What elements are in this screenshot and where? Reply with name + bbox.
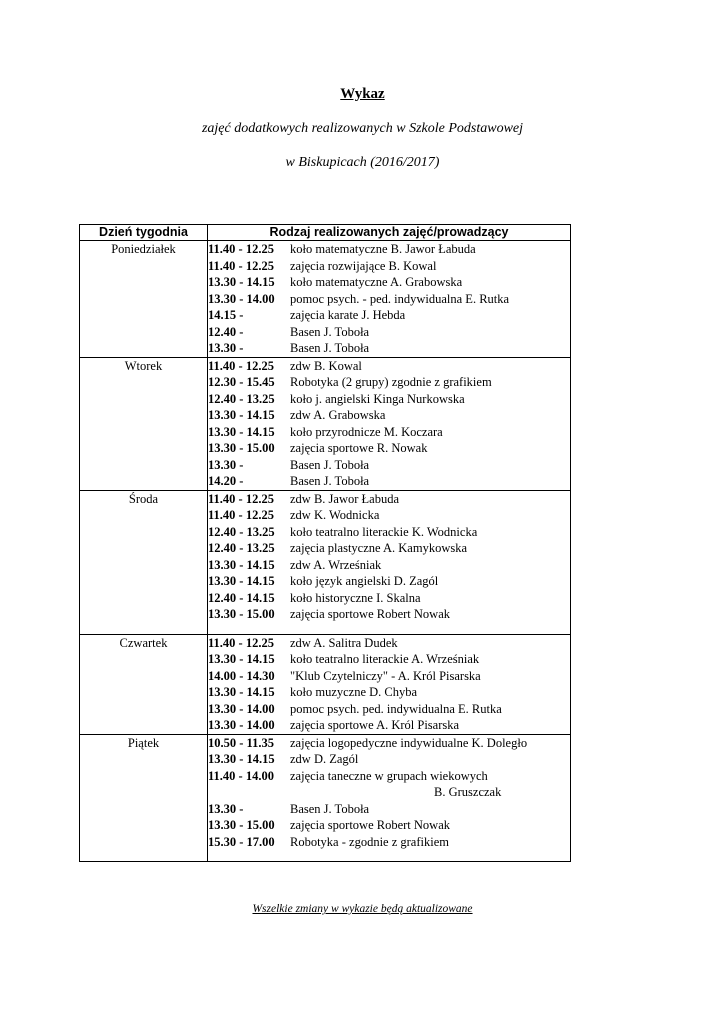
activity-item xyxy=(208,324,570,341)
activity-description: zajęcia sportowe A. Król Pisarska xyxy=(290,718,460,732)
activity-description: zdw K. Wodnicka xyxy=(290,508,380,522)
activity-description: zajęcia sportowe Robert Nowak xyxy=(290,818,451,832)
activity-item xyxy=(208,507,570,524)
activity-item xyxy=(208,407,570,424)
activity-item xyxy=(208,307,570,324)
activity-description: zdw A. Salitra Dudek xyxy=(290,635,398,650)
activity-description: zajęcia taneczne w grupach wiekowych xyxy=(290,768,488,783)
activity-description: Basen J. Toboła xyxy=(290,457,370,472)
activity-description: Basen J. Toboła xyxy=(290,341,370,355)
table-header-row xyxy=(80,225,571,241)
activity-item xyxy=(208,540,570,557)
activity-item xyxy=(208,258,570,275)
day-cell: Piątek xyxy=(80,734,208,862)
activity-time: 13.30 - 14.15 xyxy=(208,557,275,572)
activity-description: zdw D. Zagól xyxy=(290,752,359,766)
activity-time: 12.40 - 14.15 xyxy=(208,590,275,605)
activity-description: koło teatralno literackie A. Wrześniak xyxy=(290,652,480,666)
activities-cell xyxy=(208,241,571,358)
activity-description: zajęcia rozwijające B. Kowal xyxy=(290,258,437,273)
activities-cell xyxy=(208,357,571,490)
activity-description: zdw B. Jawor Łabuda xyxy=(290,491,399,506)
header-activities: Rodzaj realizowanych zajęć/prowadzący xyxy=(208,225,571,241)
activity-description: Robotyka (2 grupy) zgodnie z grafikiem xyxy=(290,375,492,389)
activity-time: 13.30 - 14.15 xyxy=(208,574,275,588)
activity-time: 13.30 - 15.00 xyxy=(208,818,275,832)
activity-time: 11.40 - 12.25 xyxy=(208,258,274,273)
activity-description: koło teatralno literackie K. Wodnicka xyxy=(290,524,478,539)
table-row xyxy=(80,241,571,358)
activity-item xyxy=(208,440,570,457)
activity-item xyxy=(208,457,570,474)
activity-description: koło matematyczne A. Grabowska xyxy=(290,275,463,289)
activities-cell xyxy=(208,634,571,734)
activity-time: 13.30 - 14.00 xyxy=(208,701,275,716)
activity-time: 13.30 - xyxy=(208,341,244,355)
activity-description: koło przyrodnicze M. Koczara xyxy=(290,424,443,439)
activity-time: 13.30 - 14.15 xyxy=(208,408,275,422)
activity-description: koło matematyczne B. Jawor Łabuda xyxy=(290,242,476,256)
activities-cell xyxy=(208,490,571,634)
activity-time: 11.40 - 12.25 xyxy=(208,242,274,256)
table-row xyxy=(80,634,571,734)
activity-time: 11.40 - 12.25 xyxy=(208,635,274,650)
activity-time: 12.40 - 13.25 xyxy=(208,524,275,539)
activity-item xyxy=(208,590,570,607)
activity-item xyxy=(208,606,570,623)
activity-description: zajęcia plastyczne A. Kamykowska xyxy=(290,541,468,555)
day-cell: Środa xyxy=(80,490,208,634)
activity-item xyxy=(208,391,570,408)
activity-description: zdw B. Kowal xyxy=(290,358,362,373)
activity-description: koło muzyczne D. Chyba xyxy=(290,685,418,699)
table-row xyxy=(80,734,571,862)
activity-time: 11.40 - 14.00 xyxy=(208,768,274,783)
document-title: Wykaz xyxy=(340,86,385,102)
activity-description: zajęcia karate J. Hebda xyxy=(290,308,406,322)
activity-time: 14.20 - xyxy=(208,474,244,488)
activity-description: koło historyczne I. Skalna xyxy=(290,590,421,605)
activity-description: pomoc psych. ped. indywidualna E. Rutka xyxy=(290,701,502,716)
activity-description: pomoc psych. - ped. indywidualna E. Rutka xyxy=(290,291,510,306)
day-cell: Wtorek xyxy=(80,357,208,490)
activities-cell xyxy=(208,734,571,862)
activity-item xyxy=(208,801,570,818)
activity-time: 15.30 - 17.00 xyxy=(208,834,275,849)
activity-item xyxy=(208,291,570,308)
activity-description: zajęcia logopedyczne indywidualne K. Doległo xyxy=(290,735,528,750)
activity-item xyxy=(208,241,570,258)
activity-time: 12.40 - xyxy=(208,324,244,339)
activity-time: 13.30 - 14.15 xyxy=(208,752,275,766)
activity-description: Basen J. Toboła xyxy=(290,474,370,488)
activity-time: 10.50 - 11.35 xyxy=(208,735,274,750)
document-subtitle-line2: w Biskupicach (2016/2017) xyxy=(285,155,440,170)
activity-item xyxy=(208,717,570,734)
activity-time: 13.30 - xyxy=(208,801,244,816)
activity-time: 13.30 - 14.15 xyxy=(208,685,275,699)
activity-item xyxy=(208,340,570,357)
activity-time: 13.30 - 14.00 xyxy=(208,291,275,306)
activity-item xyxy=(208,668,570,685)
activity-item xyxy=(208,635,570,652)
day-cell: Poniedziałek xyxy=(80,241,208,358)
schedule-body xyxy=(80,241,571,862)
cell-spacer xyxy=(208,850,570,861)
activity-item xyxy=(208,735,570,752)
activity-item xyxy=(208,424,570,441)
activity-time: 12.30 - 15.45 xyxy=(208,375,275,389)
activity-time: 14.00 - 14.30 xyxy=(208,668,275,683)
header-day: Dzień tygodnia xyxy=(80,225,208,241)
activity-time: 11.40 - 12.25 xyxy=(208,358,274,373)
activity-time: 12.40 - 13.25 xyxy=(208,541,275,555)
activity-description: koło j. angielski Kinga Nurkowska xyxy=(290,391,465,406)
activity-description: zdw A. Wrześniak xyxy=(290,557,382,572)
activity-description: zdw A. Grabowska xyxy=(290,408,386,422)
activity-time: 13.30 - 15.00 xyxy=(208,441,275,455)
activity-item xyxy=(208,524,570,541)
activity-time: 13.30 - xyxy=(208,457,244,472)
document-subtitle-line1: zajęć dodatkowych realizowanych w Szkole Podstawowej xyxy=(201,121,524,136)
cell-spacer xyxy=(208,623,570,634)
footer-note: Wszelkie zmiany w wykazie będą aktualizowane xyxy=(252,903,473,915)
activity-time: 14.15 - xyxy=(208,308,244,322)
activity-item xyxy=(208,473,570,490)
table-row xyxy=(80,357,571,490)
activity-item xyxy=(208,491,570,508)
activity-item xyxy=(208,557,570,574)
activity-time: 13.30 - 15.00 xyxy=(208,607,275,621)
activity-item xyxy=(208,751,570,768)
activity-item xyxy=(208,701,570,718)
activity-time: 13.30 - 14.15 xyxy=(208,652,275,666)
activity-time: 13.30 - 14.15 xyxy=(208,424,275,439)
activity-description: zajęcia sportowe R. Nowak xyxy=(290,441,428,455)
activity-description: Robotyka - zgodnie z grafikiem xyxy=(290,834,449,849)
activity-description: Basen J. Toboła xyxy=(290,801,370,816)
activity-description: Basen J. Toboła xyxy=(290,324,370,339)
activity-time: 13.30 - 14.00 xyxy=(208,718,275,732)
activity-continuation: B. Gruszczak xyxy=(434,785,502,799)
activity-item xyxy=(208,274,570,291)
table-row xyxy=(80,490,571,634)
activity-time: 13.30 - 14.15 xyxy=(208,275,275,289)
activity-item xyxy=(208,358,570,375)
activity-item xyxy=(208,374,570,391)
activity-item xyxy=(208,684,570,701)
activity-description: "Klub Czytelniczy" - A. Król Pisarska xyxy=(290,668,481,683)
activity-time: 11.40 - 12.25 xyxy=(208,491,274,506)
activity-item xyxy=(208,768,570,785)
activity-item xyxy=(208,573,570,590)
day-cell: Czwartek xyxy=(80,634,208,734)
activity-item xyxy=(208,817,570,834)
activity-description: koło język angielski D. Zagól xyxy=(290,574,439,588)
activity-description: zajęcia sportowe Robert Nowak xyxy=(290,607,451,621)
activity-item xyxy=(208,651,570,668)
schedule-table xyxy=(79,224,571,862)
activity-time: 12.40 - 13.25 xyxy=(208,391,275,406)
activity-time: 11.40 - 12.25 xyxy=(208,508,274,522)
activity-item xyxy=(208,834,570,851)
